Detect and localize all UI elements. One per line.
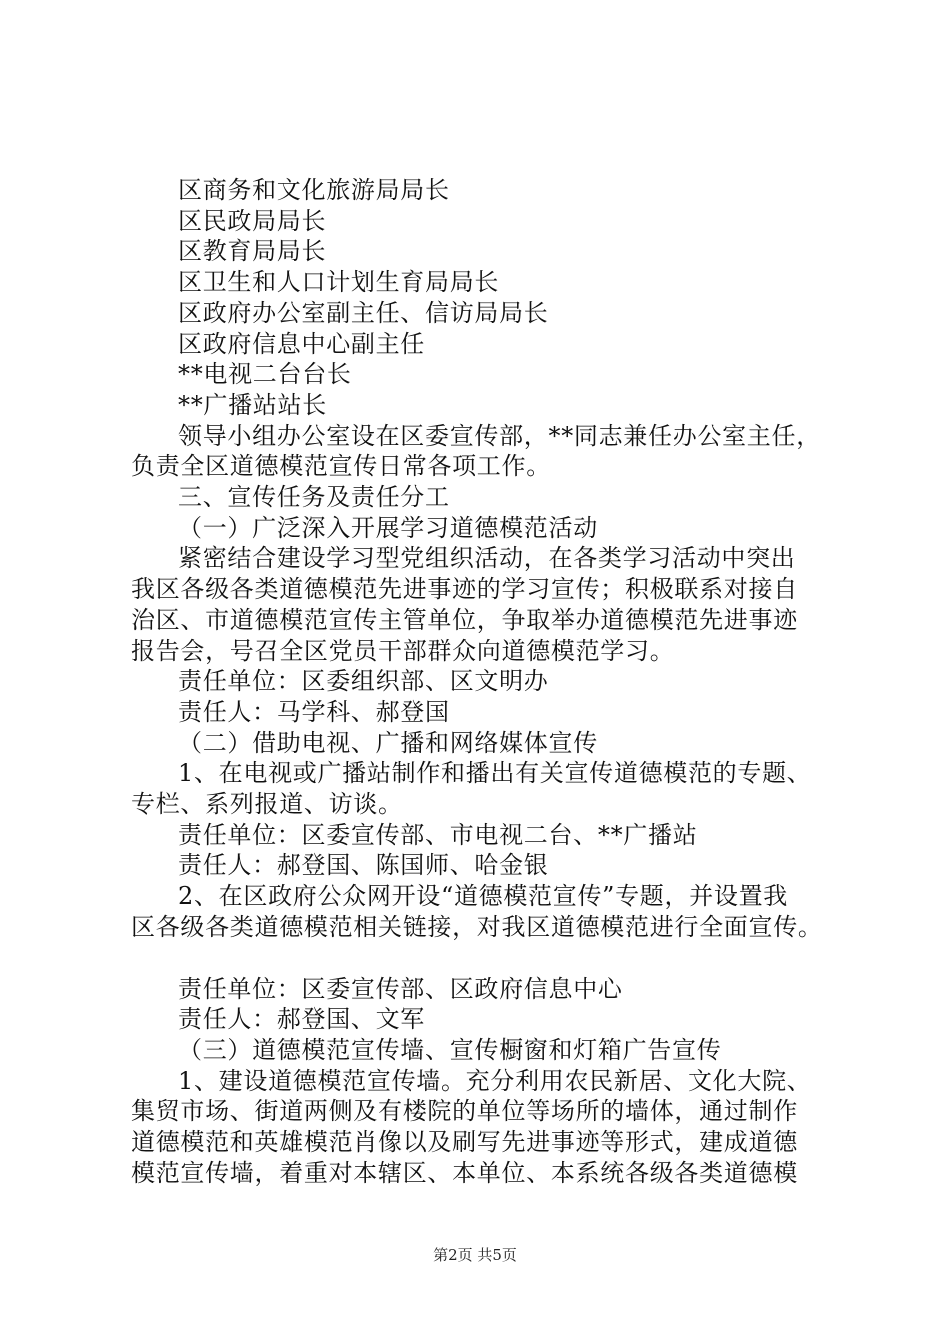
text-line: 责任单位：区委宣传部、区政府信息中心 [178,974,623,1003]
text-line: 区教育局局长 [178,237,327,266]
text-line: 区政府信息中心副主任 [178,329,425,358]
text-line: （三）道德模范宣传墙、宣传橱窗和灯箱广告宣传 [178,1035,722,1064]
text-line: 区卫生和人口计划生育局局长 [178,268,500,297]
text-line: 1、在电视或广播站制作和播出有关宣传道德模范的专题、 [178,759,812,788]
text-line: 1、建设道德模范宣传墙。充分利用农民新居、文化大院、 [178,1066,812,1095]
text-line: 2、在区政府公众网开设“道德模范宣传”专题，并设置我 [178,882,789,911]
document-body [131,175,851,1189]
text-line: 责任单位：区委宣传部、市电视二台、**广播站 [178,820,698,849]
text-line: 我区各级各类道德模范先进事迹的学习宣传；积极联系对接自 [131,575,798,604]
text-line: 模范宣传墙，着重对本辖区、本单位、本系统各级各类道德模 [131,1158,798,1187]
text-line: 责任单位：区委组织部、区文明办 [178,667,549,696]
text-line: 负责全区道德模范宣传日常各项工作。 [131,452,551,481]
text-line: 三、宣传任务及责任分工 [178,483,450,512]
text-line: 责任人：郝登国、陈国师、哈金银 [178,851,549,880]
text-line: **广播站站长 [178,390,327,419]
blank-line [131,943,851,974]
text-line: **电视二台台长 [178,360,352,389]
text-line: 责任人：郝登国、文军 [178,1005,425,1034]
text-line: 专栏、系列报道、访谈。 [131,790,403,819]
text-line: 治区、市道德模范宣传主管单位，争取举办道德模范先进事迹 [131,605,798,634]
page-footer: 第2页 共5页 [433,1246,517,1264]
text-line: （二）借助电视、广播和网络媒体宣传 [178,728,598,757]
text-line: 集贸市场、街道两侧及有楼院的单位等场所的墙体，通过制作 [131,1097,798,1126]
text-line: 区政府办公室副主任、信访局局长 [178,298,549,327]
text-line: 区民政局局长 [178,206,327,235]
text-line: 区各级各类道德模范相关链接，对我区道德模范进行全面宣传。 [131,912,823,941]
text-line: 紧密结合建设学习型党组织活动，在各类学习活动中突出 [178,544,796,573]
text-line: 责任人：马学科、郝登国 [178,697,450,726]
text-line: （一）广泛深入开展学习道德模范活动 [178,513,598,542]
text-line: 区商务和文化旅游局局长 [178,176,450,204]
text-line: 报告会，号召全区党员干部群众向道德模范学习。 [131,636,675,665]
text-line: 道德模范和英雄模范肖像以及刷写先进事迹等形式，建成道德 [131,1128,798,1157]
text-line: 领导小组办公室设在区委宣传部，**同志兼任办公室主任， [178,421,821,450]
